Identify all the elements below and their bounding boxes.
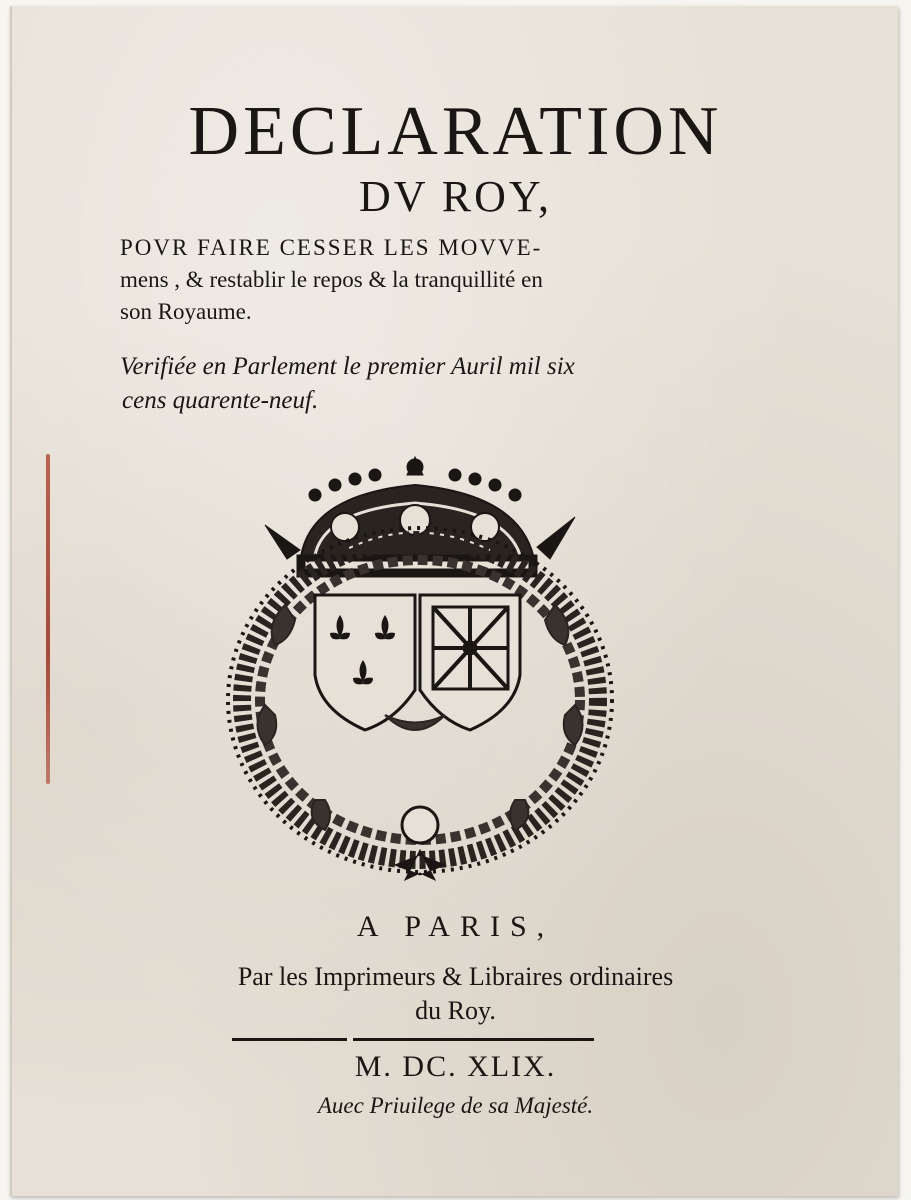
coat-of-arms-emblem: [225, 455, 615, 895]
verification-line-1: Verifiée en Parlement le premier Auril mil six: [120, 353, 575, 380]
binding-thread: [46, 454, 50, 784]
shield-france-icon: [315, 595, 415, 730]
heading-line-2: mens , & restablir le repos & la tranquillité en: [120, 267, 543, 292]
heading-block: [120, 232, 720, 328]
imprint-printers-line-2: du Roy.: [415, 996, 496, 1025]
heading-line-1: POVR FAIRE CESSER LES MOVVE-: [120, 235, 543, 260]
imprint-city: A PARIS,: [356, 910, 555, 943]
shield-navarre-icon: [420, 595, 520, 730]
verification-line-2: cens quarente-neuf.: [122, 387, 319, 414]
privilege-line: Auec Priuilege de sa Majesté.: [317, 1093, 594, 1118]
document-subtitle: DV ROY,: [359, 172, 552, 221]
imprint-printers: [0, 960, 911, 1028]
publication-year: M. DC. XLIX.: [354, 1050, 557, 1083]
imprint-printers-line-1: Par les Imprimeurs & Libraires ordinaires: [237, 962, 674, 991]
heading-line-3: son Royaume.: [120, 299, 252, 324]
divider-rule: [232, 1038, 594, 1041]
document-title: DECLARATION: [188, 93, 723, 170]
verification-block: [120, 350, 720, 418]
